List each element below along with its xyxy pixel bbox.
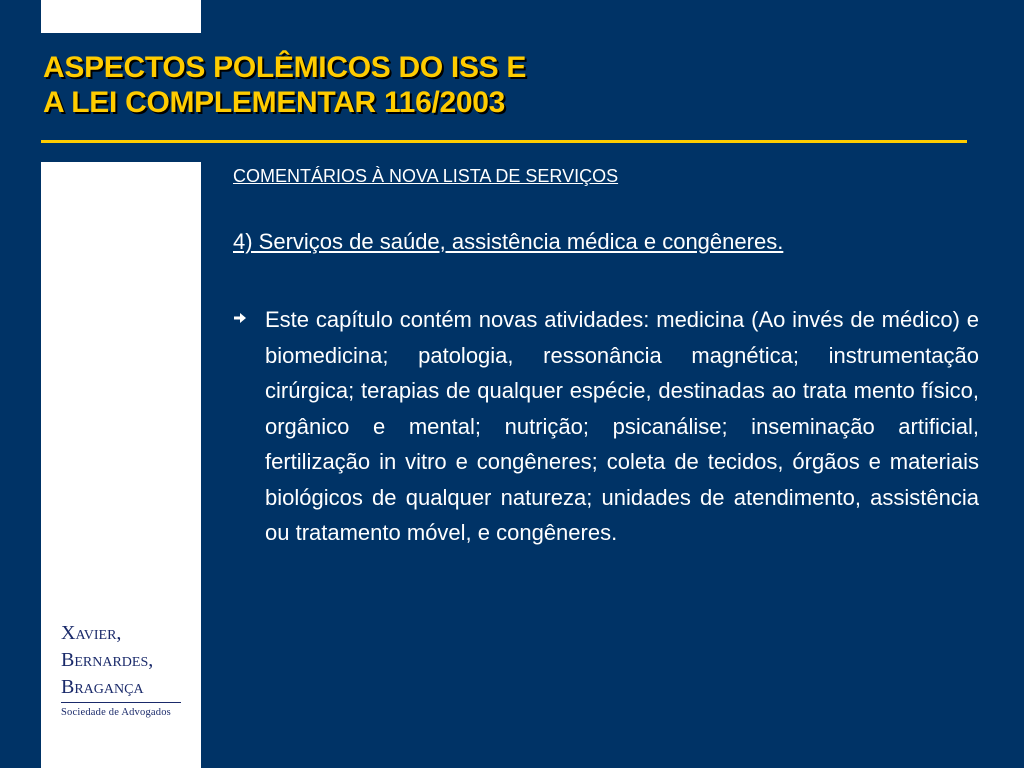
logo-line-2: Bernardes,	[61, 649, 154, 671]
bullet-text: Este capítulo contém novas atividades: medicina (Ao invés de médico) e biomedicina; patologia, ressonância magnética; instrumentação cirúrgica; terapias de qualquer espécie, destinadas ao trata mento físico, orgânico e mental; nutrição; psicanálise; inseminação artificial, fertilização in vitro e congêneres; coleta de tecidos, órgãos e materiais biológicos de qualquer natureza; unidades de atendimento, assistência ou tratamento móvel, e congêneres.	[265, 307, 979, 545]
title-line-1: ASPECTOS POLÊMICOS DO ISS E	[43, 51, 527, 84]
firm-logo	[61, 620, 191, 718]
logo-line-3: Bragança	[61, 676, 144, 698]
title-divider	[41, 140, 967, 143]
logo-line-1: Xavier,	[61, 622, 122, 644]
slide-content	[233, 158, 979, 551]
side-panel	[41, 162, 201, 768]
section-subheading: COMENTÁRIOS À NOVA LISTA DE SERVIÇOS	[233, 166, 619, 186]
slide-title	[43, 50, 526, 120]
top-white-box	[41, 0, 201, 33]
logo-subtitle: Sociedade de Advogados	[61, 707, 171, 718]
item-heading: 4) Serviços de saúde, assistência médica e congêneres.	[233, 229, 784, 254]
arrow-right-icon	[233, 312, 247, 324]
title-line-2: A LEI COMPLEMENTAR 116/2003	[43, 86, 506, 119]
logo-rule	[61, 702, 181, 703]
bullet-item	[233, 302, 979, 551]
